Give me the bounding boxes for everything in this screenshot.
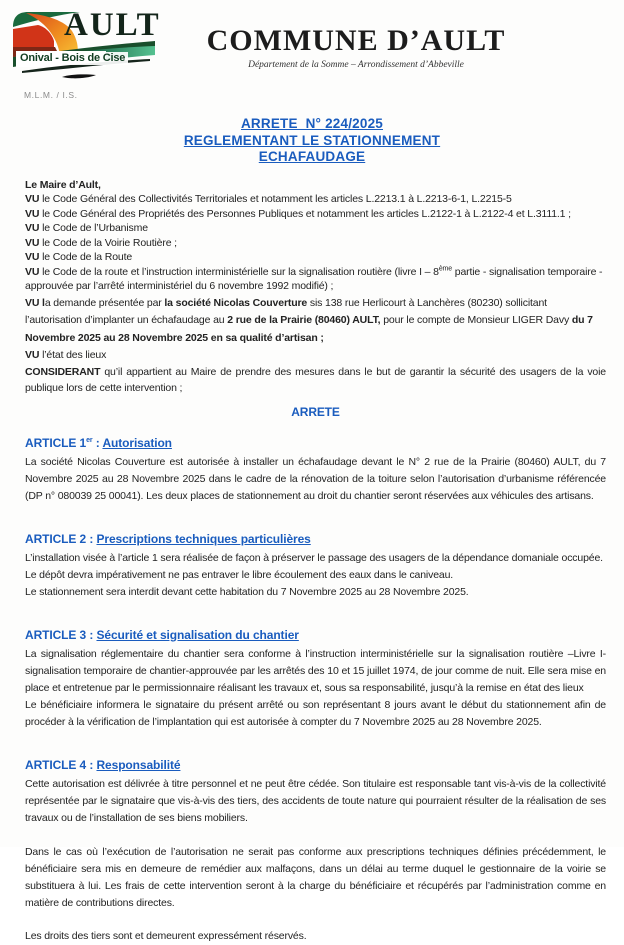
article-2-paragraph: L’installation visée à l’article 1 sera réalisée de façon à préserver le passage des usagers de la dépendance domaniale occupée.	[25, 551, 603, 564]
article-4-paragraph: Cette autorisation est délivrée à titre personnel et ne peut être cédée. Son titulaire est responsable tant vis-à-vis de la collectivité représentée par le signataire que vis-à-vis des tiers, des accidents de toute nature qui pourraient résulter de la réalisation de ses travaux ou de l’installation de ses biens mobiliers.	[25, 777, 606, 824]
article-2-title: Prescriptions techniques particulières	[96, 531, 311, 546]
vu-clause: VU le Code de la Route	[25, 251, 133, 263]
article-3-paragraph: La signalisation réglementaire du chantier sera conforme à l’instruction interministérielle sur la signalisation routière –Livre I- signalisation temporaire de chantier-approuvée par les arrêtés des 10 et 15 juillet 1974, de jour comme de nuit. Elle sera mise en place et entretenue par le permissionnaire réalisant les travaux et, sous sa responsabilité, jusqu’à la remise en état des lieux	[25, 647, 606, 694]
commune-subtitle: Département de la Somme – Arrondissement d’Abbeville	[248, 60, 464, 70]
vu-clause: VU le Code de l’Urbanisme	[25, 222, 148, 234]
article-4-number: ARTICLE 4 :	[25, 757, 97, 772]
article-3-heading	[25, 628, 606, 642]
decree-title-line-1: ARRETE N° 224/2025	[240, 116, 383, 131]
decree-title-line-2: REGLEMENTANT LE STATIONNEMENT	[183, 132, 441, 148]
article-4-title: Responsabilité	[96, 757, 181, 772]
article-1-number: ARTICLE 1er :	[25, 435, 103, 450]
vu-clause: VU le Code Général des Propriétés des Personnes Publiques et notamment les articles L.2122-1 à L.2122-4 et L.3111.1 ;	[25, 207, 571, 220]
closing-line: Les droits des tiers sont et demeurent expressément réservés.	[25, 929, 307, 942]
decree-title-line-3: ECHAFAUDAGE	[258, 149, 366, 164]
initials-ref: M.L.M. / I.S.	[24, 90, 78, 100]
vu-clause: VU le Code Général des Collectivités Territoriales et notamment les articles L.2213.1 à L.2213-6-1, L.2215-5	[25, 193, 512, 205]
article-2-heading	[25, 532, 606, 546]
article-4-heading	[25, 758, 606, 772]
article-2-paragraph: Le dépôt devra impérativement ne pas entraver le libre écoulement des eaux dans le caniveau.	[25, 568, 454, 581]
vu-clause: VU le Code de la Voirie Routière ;	[25, 236, 177, 249]
article-3-number: ARTICLE 3 :	[25, 627, 97, 642]
document-header	[0, 0, 624, 82]
vu-clause: VU l’état des lieux	[25, 349, 107, 361]
article-3-paragraph: Le bénéficiaire informera le signataire du présent arrêté ou son représentant 8 jours avant le début du stationnement afin de procéder à la vérification de l’implantation qui est autorisée à compter du 7 Novembre 2025 au 28 Novembre 2025.	[25, 698, 606, 728]
decree-body	[0, 166, 624, 945]
article-1-paragraph: La société Nicolas Couverture est autorisée à installer un échafaudage devant le N° 2 rue de la Prairie (80460) AULT, du 7 Novembre 2025 au 28 Novembre 2025 dans le cadre de la rénovation de la toiture selon l’autorisation d’urbanisme référencée (DP n° 080039 25 00041). Les deux places de stationnement au droit du chantier seront réservées aux véhicules des artisans.	[25, 455, 606, 502]
commune-title: COMMUNE D’AULT	[206, 24, 506, 57]
article-3-title: Sécurité et signalisation du chantier	[96, 627, 299, 642]
article-1-section	[25, 436, 606, 505]
article-1-title: Autorisation	[102, 435, 172, 450]
article-2-paragraph: Le stationnement sera interdit devant cette habitation du 7 Novembre 2025 au 28 Novembre 2025.	[25, 585, 469, 598]
ault-logo	[10, 7, 161, 82]
article-3-section	[25, 628, 606, 731]
article-1-heading	[25, 436, 606, 450]
decree-title	[0, 116, 624, 166]
considerant-clause: CONSIDERANT qu’il appartient au Maire de prendre des mesures dans le but de garantir la sécurité des usagers de la voie publique lors de cette intervention ;	[25, 365, 606, 394]
logo-ault-wordmark: AULT	[64, 7, 161, 43]
article-4-section	[25, 758, 606, 912]
article-2-number: ARTICLE 2 :	[25, 531, 97, 546]
arrete-keyword: ARRETE	[291, 404, 340, 419]
article-4-paragraph: Dans le cas où l’exécution de l’autorisation ne serait pas conforme aux prescriptions techniques définies précédemment, le bénéficiaire sera mis en demeure de remédier aux malfaçons, dans un délai au terme duquel le gestionnaire de la voirie se substituera à lui. Les frais de cette intervention seront à la charge du bénéficiaire et récupérés par l’administration comme en matière de contributions directes.	[25, 845, 606, 909]
vu-demande-clause: VU la demande présentée par la société Nicolas Couverture sis 138 rue Herlicourt à Lanchères (80230) sollicitant l’autorisation d’implanter un échafaudage au 2 rue de la Prairie (80460) AULT, pour le compte de Monsieur LIGER Davy du 7 Novembre 2025 au 28 Novembre 2025 en sa qualité d’artisan ;	[25, 296, 593, 344]
logo-subtitle: Onival - Bois de Cise	[19, 52, 128, 65]
article-2-section	[25, 532, 606, 601]
vu-clause: VU le Code de la route et l’instruction interministérielle sur la signalisation routière (livre I – 8ème partie - signalisation temporaire - approuvée par l’arrêté interministériel du 6 novembre 1992 modifié) ;	[25, 265, 603, 292]
header-center	[158, 8, 554, 70]
opening-line: Le Maire d’Ault,	[25, 178, 101, 191]
